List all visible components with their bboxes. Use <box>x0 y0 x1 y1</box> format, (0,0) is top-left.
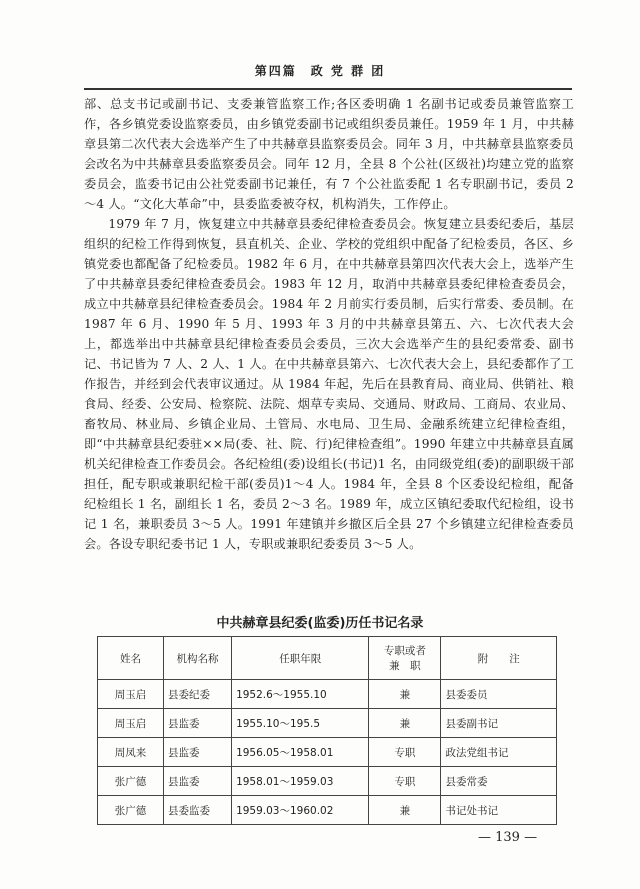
col-header-type <box>369 637 441 680</box>
table-row <box>98 767 557 796</box>
cell-name: 张广德 <box>98 796 164 825</box>
cell-name: 周玉启 <box>98 680 164 709</box>
col-header-org: 机构名称 <box>164 637 232 680</box>
cell-term: 1956.05～1958.01 <box>232 738 369 767</box>
cell-org: 县监委 <box>164 738 232 767</box>
cell-org: 县委监委 <box>164 796 232 825</box>
cell-term: 1952.6～1955.10 <box>232 680 369 709</box>
paragraph: 1979 年 7 月，恢复建立中共赫章县委纪律检查委员会。恢复建立县委纪委后，基层组织的纪检工作得到恢复，县直机关、企业、学校的党组织中配备了纪检委员，各区、乡镇党委也都配备了纪检委员。1982 年 6 月，在中共赫章县第四次代表大会上，选举产生了中共赫章县委纪律检查委员会。1983 年 12 月，取消中共赫章县委纪律检查委员会，成立中共赫章县纪律检查委员会。1984 年 2 月前实行委员制，后实行常委、委员制。在 1987 年 6 月、1990 年 5 月、1993 年 3 月的中共赫章县第五、六、七次代表大会上，都选举出中共赫章县纪律检查委员会委员，三次大会选举产生的县纪委常委、副书记、书记皆为 7 人、2 人、1 人。在中共赫章县第六、七次代表大会上，县纪委都作了工作报告，并经到会代表审议通过。从 1984 年起，先后在县教育局、商业局、供销社、粮食局、经委、公安局、检察院、法院、烟草专卖局、交通局、财政局、工商局、农业局、畜牧局、林业局、乡镇企业局、土管局、水电局、卫生局、金融系统建立纪律检查组，即“中共赫章县纪委驻××局(委、社、院、行)纪律检查组”。1990 年建立中共赫章县直属机关纪律检查工作委员会。各纪检组(委)设组长(书记)1 名，由同级党组(委)的副职级干部担任，配专职或兼职纪检干部(委员)1～4 人。1984 年，全县 8 个区委设纪检组，配备纪检组长 1 名，副组长 1 名，委员 2～3 名。1989 年，成立区镇纪委取代纪检组，设书记 1 名，兼职委员 3～5 人。1991 年建镇并乡撤区后全县 27 个乡镇建立纪律检查委员会。各设专职纪委书记 1 人，专职或兼职纪委委员 3～5 人。 <box>84 217 574 551</box>
body-text <box>84 94 574 554</box>
cell-name: 周玉启 <box>98 709 164 738</box>
col-header-note: 附 注 <box>441 637 557 680</box>
page-number: — 139 — <box>478 830 538 845</box>
col-header-type-line1: 专职或者 <box>383 645 426 657</box>
cell-type: 专职 <box>369 738 441 767</box>
cell-type: 兼 <box>369 796 441 825</box>
header-divider <box>84 88 572 90</box>
col-header-type-line2: 兼 职 <box>389 660 421 672</box>
cell-org: 县监委 <box>164 767 232 796</box>
col-header-term: 任职年限 <box>232 637 369 680</box>
cell-term: 1959.03～1960.02 <box>232 796 369 825</box>
cell-type: 兼 <box>369 709 441 738</box>
table-row <box>98 796 557 825</box>
col-header-name: 姓名 <box>98 637 164 680</box>
table-row <box>98 680 557 709</box>
cell-org: 县委纪委 <box>164 680 232 709</box>
cell-name: 张广德 <box>98 767 164 796</box>
cell-note: 县委委员 <box>441 680 557 709</box>
cell-note: 县委副书记 <box>441 709 557 738</box>
table-row <box>98 738 557 767</box>
cell-term: 1955.10～195.5 <box>232 709 369 738</box>
cell-term: 1958.01～1959.03 <box>232 767 369 796</box>
cell-type: 专职 <box>369 767 441 796</box>
cell-note: 县委常委 <box>441 767 557 796</box>
cell-name: 周凤来 <box>98 738 164 767</box>
cell-note: 书记处书记 <box>441 796 557 825</box>
cell-org: 县监委 <box>164 709 232 738</box>
running-header: 第四篇 政 党 群 团 <box>254 64 386 78</box>
table-header-row <box>98 637 557 680</box>
table-title: 中共赫章县纪委(监委)历任书记名录 <box>216 616 424 631</box>
table-row <box>98 709 557 738</box>
cell-note: 政法党组书记 <box>441 738 557 767</box>
paragraph: 部、总支书记或副书记、支委兼管监察工作;各区委明确 1 名副书记或委员兼管监察工作，各乡镇党委设监察委员，由乡镇党委副书记或组织委员兼任。1959 年 1 月，中共赫章县第二次代表大会选举产生了中共赫章县监察委员会。同年 3 月，中共赫章县监察委员会改名为中共赫章县委监察委员会。同年 12 月，全县 8 个公社(区级社)均建立党的监察委员会，监委书记由公社党委副书记兼任，有 7 个公社监委配 1 名专职副书记，委员 2～4 人。“文化大革命”中，县委监委被夺权，机构消失，工作停止。 <box>84 97 574 211</box>
cell-type: 兼 <box>369 680 441 709</box>
secretary-roster-table <box>97 636 557 825</box>
